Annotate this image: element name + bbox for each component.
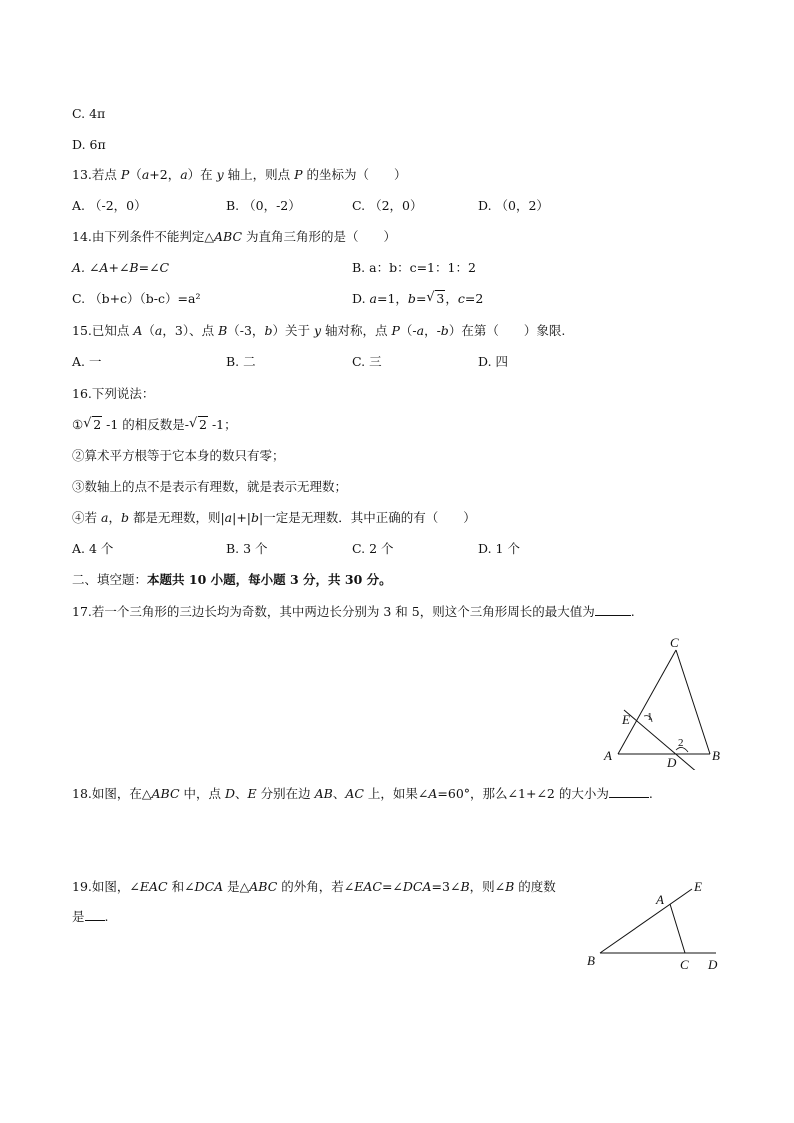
q13-stem: 13.若点 P（a+2，a）在 y 轴上，则点 P 的坐标为（ ） <box>72 167 407 182</box>
label-e: E <box>694 879 702 894</box>
q15-option-d: D. 四 <box>478 354 509 369</box>
q16-stem: 16.下列说法： <box>72 386 155 401</box>
side-ac <box>670 904 685 953</box>
label-c: C <box>670 635 679 650</box>
q19-stem: 19.如图，∠EAC 和∠DCA 是△ABC 的外角，若∠EAC=∠DCA=3∠B，则∠B 的度数 <box>72 879 556 894</box>
label-b: B <box>587 953 595 968</box>
q16-option-c: C. 2 个 <box>352 541 394 556</box>
answer-blank[interactable] <box>85 908 105 921</box>
q19-number: 19. <box>72 879 92 894</box>
q14-option-c: C. （b+c）（b-c）=a² <box>72 291 201 306</box>
q15-option-a: A. 一 <box>72 354 102 369</box>
answer-blank[interactable] <box>609 785 649 798</box>
section-heading: 二、填空题：本题共 10 小题，每小题 3 分，共 30 分。 <box>72 572 392 587</box>
q16-option-d: D. 1 个 <box>478 541 520 556</box>
q15-stem: 15.已知点 A（a，3）、点 B（-3，b）关于 y 轴对称，点 P（-a，-b）在第（ ）象限. <box>72 323 566 338</box>
q15-number: 15. <box>72 323 92 338</box>
label-d: D <box>708 957 718 972</box>
ray-be <box>600 889 692 953</box>
q14-stem: 14.由下列条件不能判定△ABC 为直角三角形的是（ ） <box>72 229 397 244</box>
q19-stem-line-2: 是 . <box>72 909 109 924</box>
q15-option-b: B. 二 <box>226 354 256 369</box>
label-e: E <box>622 712 630 727</box>
label-a: A <box>656 892 664 907</box>
q14-option-a: A. ∠A+∠B=∠C <box>72 260 170 275</box>
q18-stem: 18.如图，在△ABC 中，点 D、E 分别在边 AB、AC 上，如果∠A=60°，那么∠1+∠2 的大小为 . <box>72 786 653 801</box>
label-c: C <box>680 957 689 972</box>
label-a: A <box>604 748 612 763</box>
q16-statement-3: ③数轴上的点不是表示有理数，就是表示无理数； <box>72 479 348 494</box>
line-de <box>624 710 698 770</box>
q13-option-a: A. （-2，0） <box>72 198 147 213</box>
q16-statement-2: ②算术平方根等于它本身的数只有零； <box>72 448 285 463</box>
q16-statement-4: ④若 a，b 都是无理数，则|a|+|b|一定是无理数．其中正确的有（ ） <box>72 510 476 525</box>
label-angle-1: 1 <box>647 711 653 723</box>
q19-triangle-figure <box>584 872 724 977</box>
q17-stem: 17.若一个三角形的三边长均为奇数，其中两边长分别为 3 和 5，则这个三角形周长的最大值为 . <box>72 604 635 619</box>
q18-triangle-figure <box>596 630 736 770</box>
q15-option-c: C. 三 <box>352 354 382 369</box>
q13-option-c: C. （2，0） <box>352 198 423 213</box>
answer-blank[interactable] <box>595 603 631 616</box>
side-ac <box>618 650 676 754</box>
label-d: D <box>667 755 677 770</box>
q16-statement-1: ① √ 2 -1 的相反数是- √ 2 -1； <box>72 416 237 432</box>
q14-option-b: B. a：b：c=1：1：2 <box>352 260 476 275</box>
sqrt-symbol: √ 2 <box>83 416 102 432</box>
q16-option-a: A. 4 个 <box>72 541 114 556</box>
label-b: B <box>712 748 720 763</box>
q12-option-d: D. 6π <box>72 137 106 152</box>
q12-option-c: C. 4π <box>72 106 106 121</box>
q14-option-d: D. a=1，b= √ 3，c=2 <box>352 290 484 306</box>
label-angle-2: 2 <box>678 737 684 749</box>
q16-number: 16. <box>72 386 92 401</box>
q14-number: 14. <box>72 229 92 244</box>
q17-number: 17. <box>72 604 92 619</box>
sqrt-symbol: √ 3 <box>426 290 445 306</box>
q13-option-b: B. （0，-2） <box>226 198 301 213</box>
q13-option-d: D. （0，2） <box>478 198 549 213</box>
q16-option-b: B. 3 个 <box>226 541 268 556</box>
sqrt-symbol: √ 2 <box>189 416 207 432</box>
q18-number: 18. <box>72 786 92 801</box>
q13-number: 13. <box>72 167 92 182</box>
